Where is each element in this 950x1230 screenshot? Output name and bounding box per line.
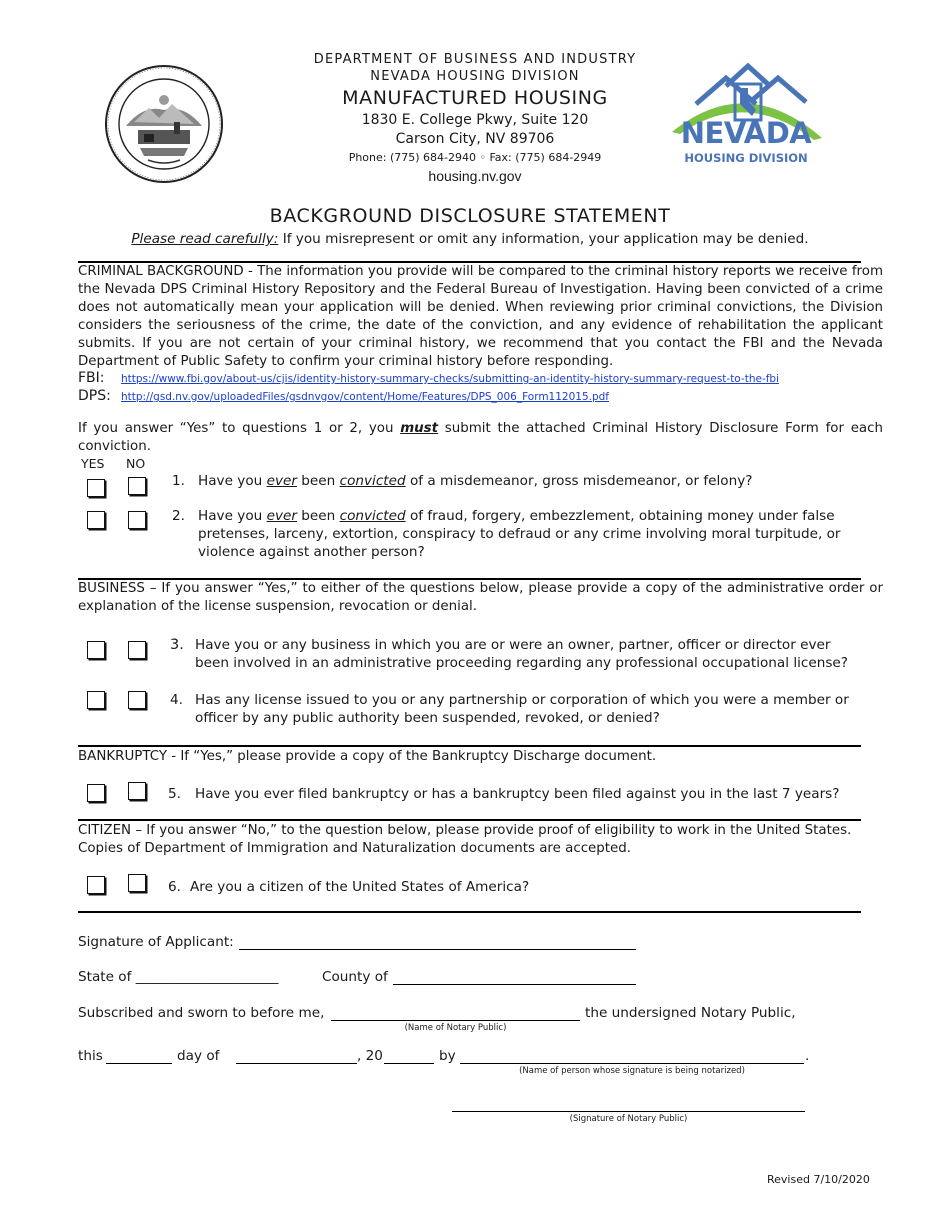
bankruptcy-paragraph — [78, 748, 883, 766]
q2-text-line3: violence against another person? — [198, 544, 425, 560]
fbi-link[interactable]: https://www.fbi.gov/about-us/cjis/identity-history-summary-checks/submitting-an-identity-history-summary-request-to-the-fbi — [121, 373, 780, 385]
q2-yes-checkbox[interactable] — [87, 511, 105, 529]
notice-text: If you misrepresent or omit any information, your application may be denied. — [278, 231, 809, 247]
q5-yes-checkbox[interactable] — [87, 784, 105, 802]
division-name: NEVADA HOUSING DIVISION — [370, 69, 580, 84]
by-label: by — [439, 1048, 456, 1064]
q3-number: 3. — [170, 637, 184, 653]
q1-ever: ever — [266, 473, 297, 489]
citizen-heading: CITIZEN — [78, 823, 132, 838]
business-heading: BUSINESS — [78, 581, 145, 596]
dps-link[interactable]: http://gsd.nv.gov/uploadedFiles/gsdnvgov/content/Home/Features/DPS_006_Form112015.pdf — [121, 391, 609, 403]
criminal-heading: CRIMINAL BACKGROUND — [78, 264, 244, 279]
q1-text-c: of a misdemeanor, gross misdemeanor, or felony? — [405, 473, 753, 489]
section-divider — [78, 911, 861, 913]
q1-no-checkbox[interactable] — [128, 477, 146, 495]
criminal-paragraph — [78, 263, 883, 371]
notary-name-caption: (Name of Notary Public) — [404, 1023, 507, 1033]
state-seal — [104, 64, 224, 184]
q1-text — [198, 472, 752, 490]
q1-convicted: convicted — [339, 473, 406, 489]
nevada-housing-logo — [666, 58, 826, 170]
instruction-must: must — [400, 421, 439, 436]
citizen-paragraph — [78, 822, 883, 858]
applicant-signature-label: Signature of Applicant: — [78, 934, 234, 950]
q4-text-line2: officer by any public authority been suspended, revoked, or denied? — [195, 710, 660, 726]
citizen-text: – If you answer “No,” to the question below, please provide proof of eligibility to work in the United States. Copies of Department of Immigration and Naturalization documents are accepted. — [78, 823, 852, 856]
bankruptcy-heading: BANKRUPTCY — [78, 749, 168, 764]
state-field[interactable]: _____________________ — [135, 969, 279, 985]
q2-text-b: been — [296, 508, 340, 524]
q4-no-checkbox[interactable] — [128, 691, 146, 709]
q4-yes-checkbox[interactable] — [87, 691, 105, 709]
instruction-text: If you answer “Yes” to questions 1 or 2, you — [78, 421, 401, 436]
q3-no-checkbox[interactable] — [128, 641, 146, 659]
instruction-text-end: submit the attached Criminal History Disclosure Form for each conviction. — [78, 421, 883, 454]
q2-ever: ever — [266, 508, 297, 524]
yes-column-label: YES — [81, 456, 105, 471]
notice-emphasis: Please read carefully: — [131, 231, 279, 247]
q2-text-c: of fraud, forgery, embezzlement, obtaining money under false — [405, 508, 835, 524]
criminal-instruction — [78, 420, 883, 456]
business-text: – If you answer “Yes,” to either of the questions below, please provide a copy of the administrative order or explanation of the license suspension, revocation or denial. — [78, 581, 883, 614]
notary-signature-field[interactable] — [452, 1111, 805, 1112]
notary-tail: the undersigned Notary Public, — [585, 1005, 796, 1021]
q1-number: 1. — [172, 473, 185, 489]
address-line-1: 1830 E. College Pkwy, Suite 120 — [361, 112, 589, 128]
section-divider — [78, 819, 861, 821]
period: . — [805, 1048, 810, 1064]
applicant-signature-field[interactable] — [239, 949, 636, 950]
q3-text-line2: been involved in an administrative proceeding regarding any professional occupational license? — [195, 655, 849, 671]
month-field[interactable] — [236, 1063, 357, 1064]
q2-convicted: convicted — [339, 508, 406, 524]
bankruptcy-text: - If “Yes,” please provide a copy of the Bankruptcy Discharge document. — [167, 749, 657, 764]
q4-text-line1: Has any license issued to you or any partnership or corporation of which you were a member or — [195, 692, 849, 708]
q6-yes-checkbox[interactable] — [87, 876, 105, 894]
form-title: BACKGROUND DISCLOSURE STATEMENT — [269, 205, 671, 227]
q2-text-line2: pretenses, larceny, extortion, conspiracy to defraud or any crime involving moral turpitude, or — [198, 526, 841, 542]
q5-number: 5. — [168, 786, 181, 802]
logo-word: NEVADA — [680, 116, 812, 150]
q2-no-checkbox[interactable] — [128, 511, 146, 529]
address-line-2: Carson City, NV 89706 — [395, 131, 555, 147]
q6-number: 6. — [168, 879, 181, 895]
state-label-text: State of — [78, 969, 132, 985]
q1-text-b: been — [296, 473, 340, 489]
website: housing.nv.gov — [428, 168, 522, 184]
no-column-label: NO — [126, 456, 146, 471]
seal-icon — [104, 64, 224, 184]
revised-date: Revised 7/10/2020 — [767, 1173, 870, 1186]
q3-text-line1: Have you or any business in which you are or were an owner, partner, officer or director ever — [195, 637, 831, 653]
state-label — [78, 968, 278, 986]
form-notice — [60, 231, 880, 247]
county-field[interactable] — [393, 984, 636, 985]
criminal-text: - The information you provide will be compared to the criminal history reports we receive from the Nevada DPS Criminal History Repository and the Federal Bureau of Investigation. Having been convicted of a crime does not automatically mean your application will be denied. When reviewing prior criminal convictions, the Division considers the seriousness of the crime, the date of the conviction, and any evidence of rehabilitation the applicant submits. If you are not certain of your criminal history, we recommend that you contact the FBI and the Nevada Department of Public Safety to confirm your criminal history before responding. — [78, 264, 883, 369]
department-name: DEPARTMENT OF BUSINESS AND INDUSTRY — [313, 52, 637, 67]
signer-name-caption: (Name of person whose signature is being notarized) — [519, 1066, 745, 1076]
q6-text: Are you a citizen of the United States of America? — [190, 879, 530, 895]
year-label: , 20 — [357, 1048, 383, 1064]
q1-text-a: Have you — [198, 473, 267, 489]
logo-subtitle: HOUSING DIVISION — [684, 151, 808, 165]
q1-yes-checkbox[interactable] — [87, 479, 105, 497]
q4-number: 4. — [170, 692, 183, 708]
dps-label: DPS: — [78, 388, 111, 404]
q3-yes-checkbox[interactable] — [87, 641, 105, 659]
year-field[interactable] — [384, 1063, 434, 1064]
program-name: MANUFACTURED HOUSING — [342, 87, 608, 109]
business-paragraph — [78, 580, 883, 616]
day-of-label: day of — [177, 1048, 220, 1064]
q2-number: 2. — [172, 508, 185, 524]
fbi-label: FBI: — [78, 370, 105, 386]
signer-name-field[interactable] — [460, 1063, 804, 1064]
this-label: this — [78, 1048, 103, 1064]
day-field[interactable] — [106, 1063, 172, 1064]
section-divider — [78, 745, 861, 747]
q6-no-checkbox[interactable] — [128, 874, 146, 892]
county-label: County of — [322, 969, 388, 985]
phone-fax: Phone: (775) 684-2940 ◦ Fax: (775) 684-2949 — [348, 151, 602, 164]
q2-text-a: Have you — [198, 508, 267, 524]
q5-no-checkbox[interactable] — [128, 782, 146, 800]
notary-signature-caption: (Signature of Notary Public) — [569, 1114, 688, 1124]
sworn-label: Subscribed and sworn to before me, — [78, 1005, 325, 1021]
q5-text: Have you ever filed bankruptcy or has a bankruptcy been filed against you in the last 7 years? — [195, 786, 840, 802]
q2-text-line1 — [198, 507, 835, 525]
notary-name-field[interactable] — [331, 1020, 580, 1021]
